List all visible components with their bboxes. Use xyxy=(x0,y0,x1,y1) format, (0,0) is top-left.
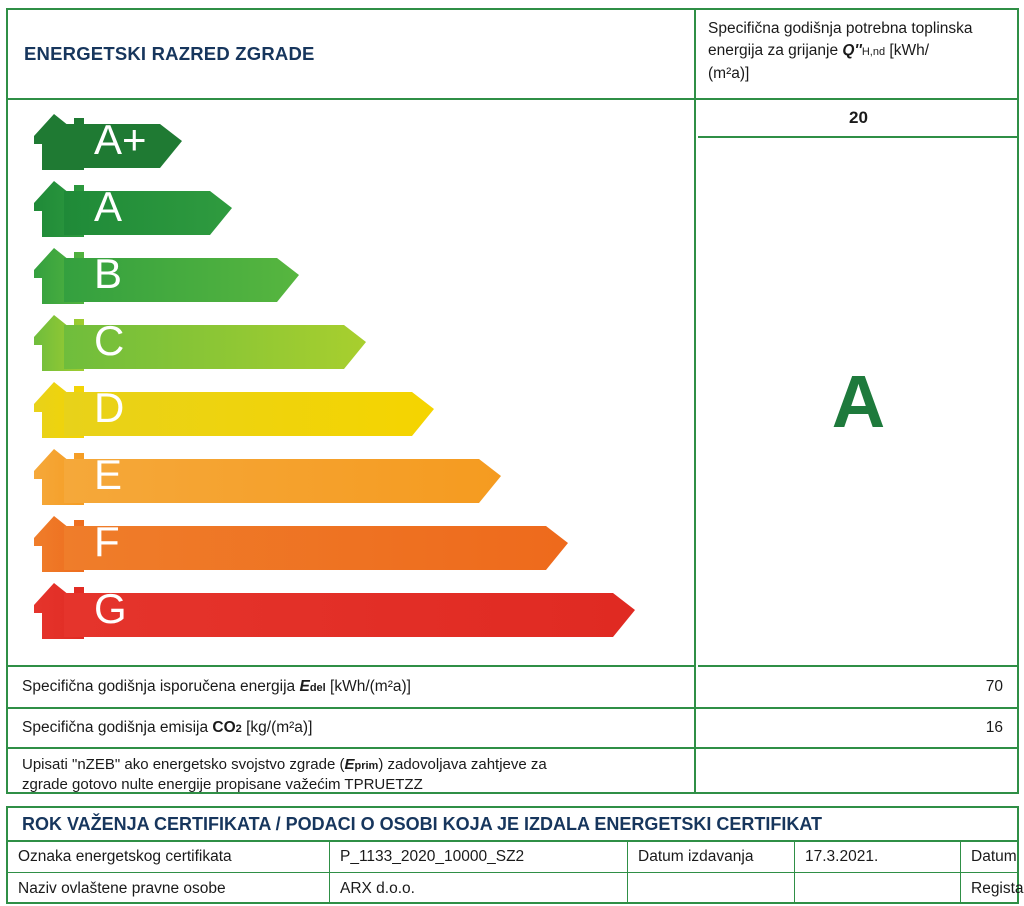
q-label-line3: (m²a)] xyxy=(708,64,750,82)
edel-label-suffix: [kWh/(m²a)] xyxy=(325,678,411,695)
certificate-id-value: P_1133_2020_10000_SZ2 xyxy=(330,842,628,872)
co2-row xyxy=(8,709,1017,749)
row2-cell3 xyxy=(628,873,795,904)
table-row xyxy=(8,842,1017,873)
energy-grade-letter: A xyxy=(831,359,886,443)
validity-title: ROK VAŽENJA CERTIFIKATA / PODACI O OSOBI KOJA JE IZDALA ENERGETSKI CERTIFIKAT xyxy=(8,808,1017,842)
q-symbol: Q'' xyxy=(842,42,862,60)
eprim-symbol: E xyxy=(344,756,355,773)
certificate-id-label: Oznaka energetskog certifikata xyxy=(8,842,330,872)
nzeb-line1-suffix: ) zadovoljava zahtjeve za xyxy=(378,756,547,773)
energy-band-label: G xyxy=(94,585,127,633)
register-label: Regista xyxy=(971,879,1024,897)
edel-label-prefix: Specifična godišnja isporučena energija xyxy=(22,678,300,695)
header-row xyxy=(8,10,1017,100)
q-value: 20 xyxy=(849,108,868,127)
energy-band-label: A+ xyxy=(94,116,147,164)
energy-band-label: C xyxy=(94,317,125,365)
legal-entity-value: ARX d.o.o. xyxy=(330,873,628,904)
edel-value: 70 xyxy=(985,678,1003,695)
co2-label-prefix: Specifična godišnja emisija xyxy=(22,719,213,736)
energy-band-label: F xyxy=(94,518,120,566)
co2-symbol-subscript: 2 xyxy=(235,723,242,735)
issue-date-label: Datum izdavanja xyxy=(628,842,795,872)
edel-value-cell xyxy=(698,667,1019,707)
energy-band-label: A xyxy=(94,183,123,231)
q-symbol-subscript: H,nd xyxy=(861,46,886,59)
edel-symbol: E xyxy=(299,678,310,695)
nzeb-value-cell xyxy=(698,749,1019,794)
issue-date-value: 17.3.2021. xyxy=(795,842,961,872)
co2-label-suffix: [kg/(m²a)] xyxy=(241,719,313,736)
co2-value: 16 xyxy=(985,719,1003,736)
header-left-cell xyxy=(8,10,696,98)
energy-band-a xyxy=(34,177,232,239)
edel-row xyxy=(8,667,1017,709)
energy-scale xyxy=(8,100,696,667)
co2-symbol: CO xyxy=(212,719,236,736)
energy-band-d xyxy=(34,378,434,440)
energy-band-c xyxy=(34,311,366,373)
energy-band-shape xyxy=(34,244,299,306)
energy-band-label: B xyxy=(94,250,123,298)
eprim-symbol-subscript: prim xyxy=(354,760,379,772)
header-right-cell xyxy=(698,10,1019,98)
co2-value-cell xyxy=(698,709,1019,747)
q-value-cell xyxy=(698,100,1019,138)
grade-letter-cell xyxy=(698,138,1019,667)
nzeb-line2: zgrade gotovo nulte energije propisane važećim TPRUETZZ xyxy=(22,776,423,794)
energy-band-f xyxy=(34,512,568,574)
q-label-line2-suffix: [kWh/ xyxy=(885,42,930,60)
legal-entity-label: Naziv ovlaštene pravne osobe xyxy=(8,873,330,904)
edel-symbol-subscript: del xyxy=(309,682,326,694)
nzeb-line1-prefix: Upisati "nZEB" ako energetsko svojstvo zgrade ( xyxy=(22,756,345,773)
edel-label-cell xyxy=(8,667,696,707)
energy-band-b xyxy=(34,244,299,306)
energy-band-label: D xyxy=(94,384,125,432)
energy-band-shape xyxy=(34,177,232,239)
energy-band-g xyxy=(34,579,635,641)
energy-class-block xyxy=(6,8,1019,794)
energy-band-label: E xyxy=(94,451,123,499)
validity-block xyxy=(6,806,1024,904)
energy-band-aplus xyxy=(34,110,182,172)
date-extra-label: Datum xyxy=(971,848,1017,865)
nzeb-label-cell xyxy=(8,749,696,794)
q-label-line1: Specifična godišnja potrebna toplinska xyxy=(708,20,973,37)
co2-label-cell xyxy=(8,709,696,747)
page-title: ENERGETSKI RAZRED ZGRADE xyxy=(24,43,315,64)
table-row xyxy=(8,873,1024,904)
energy-band-shape xyxy=(34,311,366,373)
nzeb-row xyxy=(8,749,1017,794)
q-label-line2-prefix: energija za grijanje xyxy=(708,42,843,60)
energy-band-e xyxy=(34,445,501,507)
row2-cell4 xyxy=(795,873,961,904)
